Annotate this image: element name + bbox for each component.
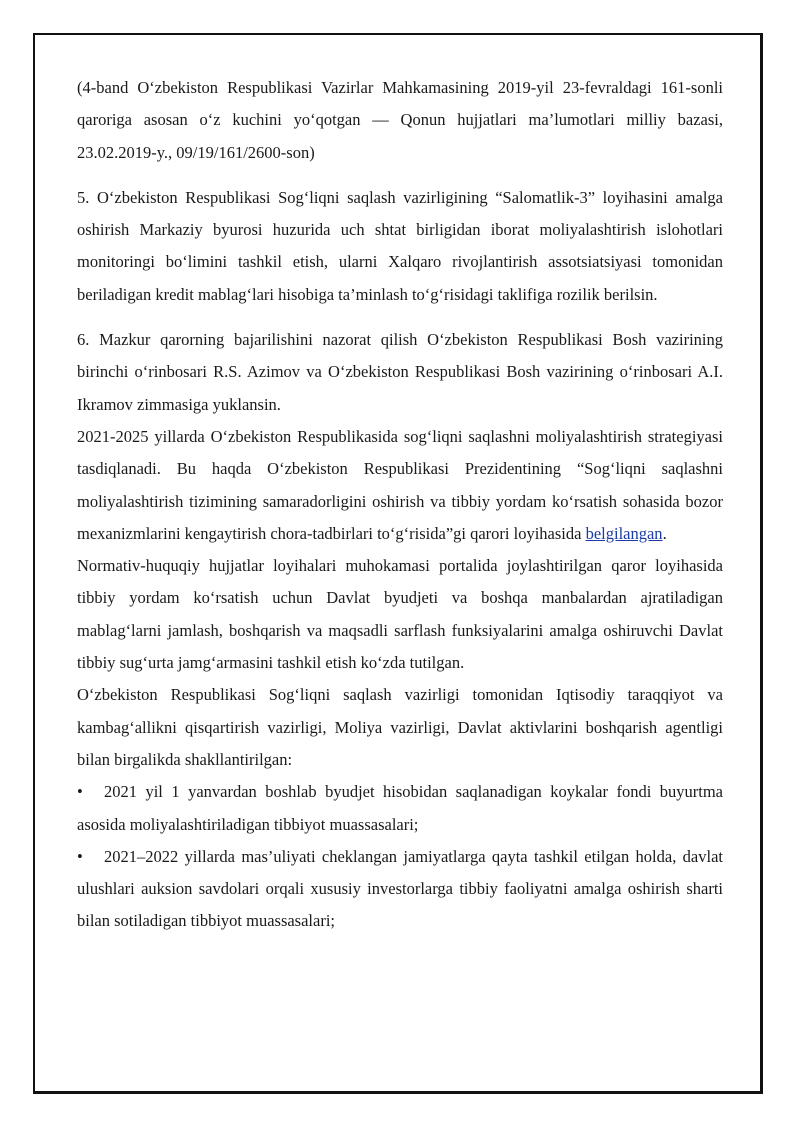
paragraph-amendment-note: (4-band O‘zbekiston Respublikasi Vazirlar Mahkamasining 2019-yil 23-fevraldagi 161-sonli qaroriga asosan o‘z kuchini yo‘qotgan — Qonun hujjatlari ma’lumotlari milliy bazasi, 23.02.2019-y., 09/19/161/2600-son) [77, 78, 723, 162]
bullet-marker: • [77, 846, 83, 866]
paragraph-item-5: 5. O‘zbekiston Respublikasi Sog‘liqni saqlash vazirligining “Salomatlik-3” loyihasini amalga oshirish Markaziy byurosi huzurida uch shtat birligidan iborat moliyalashtirish islohotlari monitoringi bo‘limini tashkil etish, ularni Xalqaro rivojlantirish assotsiatsiyasi tomonidan beriladigan kredit mablag‘lari hisobiga ta’minlash to‘g‘risidagi taklifiga rozilik berilsin. [77, 187, 723, 304]
paragraph-strategy-end: . [662, 523, 667, 543]
paragraph-portal: Normativ-huquqiy hujjatlar loyihalari muhokamasi portalida joylashtirilgan qaror loyihasida tibbiy yordam ko‘rsatish uchun Davlat byudjeti va boshqa manbalardan ajratiladigan mablag‘larni jamlash, boshqarish va maqsadli sarflash funksiyalarini amalga oshiruvchi Davlat tibbiy sug‘urta jamg‘armasini tashkil etish ko‘zda tutilgan. [77, 556, 723, 673]
bullet-marker: • [77, 782, 83, 802]
paragraph-strategy-text: 2021-2025 yillarda O‘zbekiston Respublikasida sog‘liqni saqlashni moliyalashtirish strategiyasi tasdiqlanadi. Bu haqda O‘zbekiston Respublikasi Prezidentining “Sog‘liqni saqlashni moliyalashtirish tizimining samaradorligini oshirish va tibbiy yordam ko‘rsatish sohasida bozor mexanizmlarini kengaytirish chora-tadbirlari to‘g‘risida”gi qarori loyihasida [77, 426, 723, 543]
belgilangan-link[interactable]: belgilangan [585, 523, 663, 543]
paragraph-item-6: 6. Mazkur qarorning bajarilishini nazorat qilish O‘zbekiston Respublikasi Bosh vazirining birinchi o‘rinbosari R.S. Azimov va O‘zbekiston Respublikasi Bosh vazirining o‘rinbosari A.I. Ikramov zimmasiga yuklansin. [77, 330, 723, 414]
bullet-item [77, 841, 723, 938]
document-body [77, 72, 723, 938]
paragraph-strategy [77, 421, 723, 550]
bullet-item [77, 776, 723, 841]
bullet-text: 2021–2022 yillarda mas’uliyati cheklangan jamiyatlarga qayta tashkil etilgan holda, davlat ulushlari auksion savdolari orqali xususiy investorlarga tibbiy faoliyatni amalga oshirish sharti bilan sotiladigan tibbiyot muassasalari; [77, 846, 723, 931]
bullet-text: 2021 yil 1 yanvardan boshlab byudjet hisobidan saqlanadigan koykalar fondi buyurtma asosida moliyalashtiriladigan tibbiyot muassasalari; [77, 782, 723, 834]
paragraph-ministry: O‘zbekiston Respublikasi Sog‘liqni saqlash vazirligi tomonidan Iqtisodiy taraqqiyot va kambag‘allikni qisqartirish vazirligi, Moliya vazirligi, Davlat aktivlarini boshqarish agentligi bilan birgalikda shakllantirilgan: [77, 685, 723, 769]
